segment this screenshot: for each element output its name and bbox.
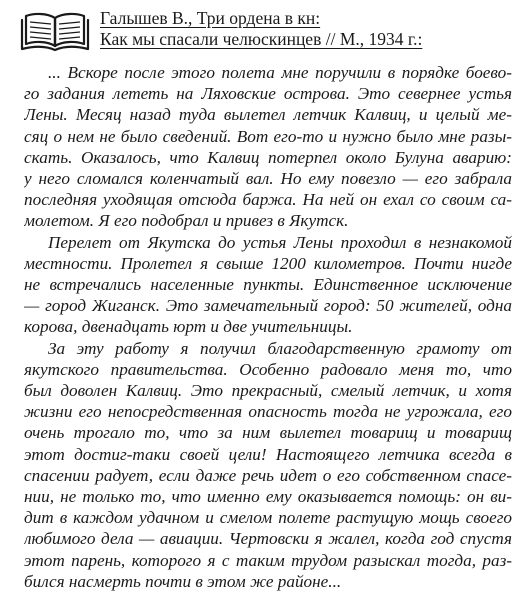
paragraph-2 [24,232,512,338]
open-book-icon [20,10,90,52]
text-line: якутского правительства. Особенно радовало меня то, что [24,359,512,379]
source-line-1: Галышев В., Три ордена в кн: [100,8,321,28]
text-line: нии, не только то, что именно ему оказывается помощь: он ви- [24,487,512,507]
source-citation [100,8,422,50]
text-line: местности. Пролетел я свыше 1200 километров. Почти нигде [24,253,512,273]
text-line: го задания лететь на Ляховские острова. Это севернее устья [24,84,512,104]
text-line: спасении радует, если даже речь идет о его собственном спасе- [24,465,512,485]
text-line: — город Жиганск. Это замечательный город: 50 жителей, одна [24,296,512,316]
paragraph-3 [24,338,512,592]
text-line: скать. Оказалось, что Калвиц потерпел около Булуна аварию: [24,147,512,167]
text-line: корова, двенадцать юрт и две учительницы. [24,317,353,337]
text-line: ... Вскоре после этого полета мне поручили в порядке боево- [48,63,512,82]
text-line: За эту работу я получил благодарственную грамоту от [48,338,512,358]
text-line: этот достиг-таки своей цели! Настоящего летчика всегда в [24,444,512,464]
text-line: Лены. Месяц назад туда вылетел летчик Калвиц, и целый ме- [24,105,512,125]
text-line: этот парень, которого я с таким трудом разыскал тогда, раз- [24,550,512,570]
source-header [20,8,510,54]
text-line: жизни его непосредственная опасность тогда не угрожала, его [24,402,512,422]
text-line: бился насмерть почти в этом же районе... [24,571,342,591]
text-line: молетом. Я его подобрал и привез в Якутск. [24,211,349,231]
text-line: не встречались населенные пункты. Единственное исключение [24,275,512,295]
text-line: Перелет от Якутска до устья Лены проходил в незнакомой [48,232,512,252]
text-line: очень трогало то, что за ним вылетел товарищ и товарищ [24,423,512,443]
text-line: дит в каждом удачном и смелом полете растущую мощь своего [24,508,512,528]
source-line-2: Как мы спасали челюскинцев // М., 1934 г.: [100,29,423,49]
paragraph-1 [24,62,512,232]
text-line: у него сломался коленчатый вал. Но ему повезло — его забрала [24,169,512,189]
body-text [24,62,512,592]
text-line: сяц о нем не было сведений. Вот его-то и нужно было мне разы- [24,126,512,146]
text-line: любимого дела — авиации. Чертовски я жалел, когда год спустя [24,529,512,549]
text-line: последняя уходящая отсюда баржа. На ней он ехал со своим са- [24,190,512,210]
text-line: был доволен Калвиц. Это прекрасный, смелый летчик, и хотя [24,381,512,401]
